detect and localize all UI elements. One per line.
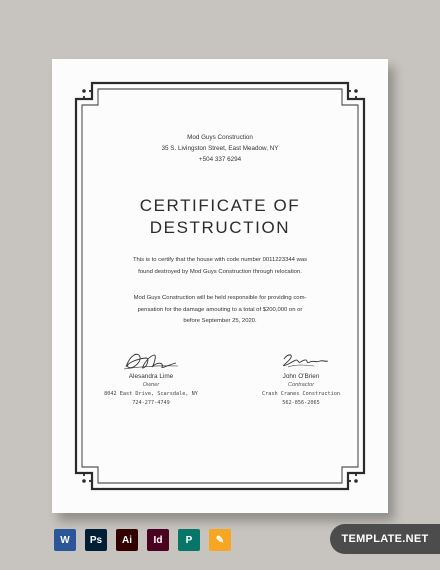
handwritten-signature <box>116 349 186 373</box>
signature-block-owner <box>91 349 211 408</box>
compensation-paragraph <box>112 293 328 328</box>
signer-role: Owner <box>142 382 160 388</box>
signer-role: Contractor <box>287 382 315 388</box>
title-line-2: DESTRUCTION <box>149 218 291 237</box>
company-address: 35 S. Livingston Street, East Meadow, NY <box>161 145 279 152</box>
certificate-title <box>52 195 388 239</box>
photoshop-icon[interactable]: Ps <box>85 529 107 551</box>
signer-phone: 562-856-2065 <box>282 400 320 406</box>
signer-name: Alesandra Lime <box>128 373 174 380</box>
signer-address: Crash Cranes Construction <box>261 391 341 397</box>
pages-icon[interactable]: ✎ <box>209 529 231 551</box>
word-icon[interactable]: W <box>54 529 76 551</box>
paragraph-line: pensation for the damage amouting to a total of $200,000 on or <box>137 306 303 313</box>
certificate-paper <box>52 59 388 513</box>
paragraph-line: before September 25, 2020. <box>183 318 257 325</box>
title-line-1: CERTIFICATE OF <box>139 196 301 215</box>
signer-address: 8042 East Drive, Scarsdale, NY <box>104 391 198 397</box>
signer-phone: 724-277-4749 <box>132 400 170 406</box>
signer-name: John O'Brien <box>282 373 320 380</box>
certification-paragraph <box>112 255 328 278</box>
app-icon-row <box>54 529 231 551</box>
company-phone: +504 337 6294 <box>198 156 242 163</box>
illustrator-icon[interactable]: Ai <box>116 529 138 551</box>
company-name: Mod Guys Construction <box>187 134 253 141</box>
paragraph-line: Mod Guys Construction will be held responsible for providing com- <box>133 295 307 301</box>
publisher-icon[interactable]: P <box>178 529 200 551</box>
indesign-icon[interactable]: Id <box>147 529 169 551</box>
handwritten-signature <box>266 349 336 373</box>
paragraph-line: This is to certify that the house with code number 0011223344 was <box>132 257 308 263</box>
signature-block-contractor <box>241 349 361 408</box>
company-header <box>52 132 388 165</box>
paragraph-line: found destroyed by Mod Guys Construction through relocation. <box>138 268 302 275</box>
template-net-badge[interactable]: TEMPLATE.NET <box>330 524 440 554</box>
decorative-border <box>52 59 388 513</box>
